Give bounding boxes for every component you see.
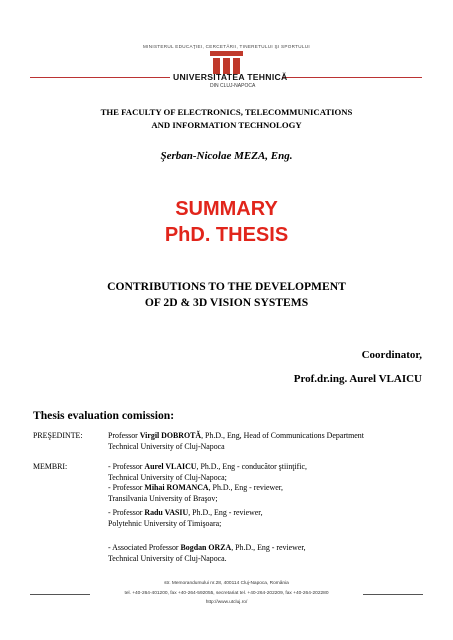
coordinator-name: Prof.dr.ing. Aurel VLAICU <box>293 373 422 385</box>
member-entry: - Professor Aurel VLAICU, Ph.D., Eng - conducător ştiinţific, Technical University of Cluj-Napoca; - Professor Mihai ROMANCA, Ph.D., Eng - reviewer, Transilvania University of Braşov; <box>108 462 307 503</box>
phd-thesis-heading: PhD. THESIS <box>164 224 289 246</box>
ministry-name: MINISTERUL EDUCAŢIEI, CERCETĂRII, TINERETULUI ŞI SPORTULUI <box>143 44 310 49</box>
faculty-line-1: THE FACULTY OF ELECTRONICS, TELECOMMUNICATIONS <box>100 107 353 117</box>
footer-website[interactable]: http://www.utcluj.ro/ <box>205 600 248 605</box>
footer-contact: tel. +40-264-401200, fax +40-264-592055, secretariat tel. +40-264-202209, fax +40-264-202280 <box>124 591 329 596</box>
president-label: PREŞEDINTE: <box>33 431 83 440</box>
header-rule-right <box>282 77 422 78</box>
university-name: UNIVERSITATEA TEHNICĂ <box>173 72 288 82</box>
university-logo-icon <box>210 51 243 74</box>
footer-address: str. Memorandumului nr.28, 400114 Cluj-Napoca, România <box>164 581 289 586</box>
president-entry: Professor Virgil DOBROTĂ, Ph.D., Eng, Head of Communications Department Technical University of Cluj-Napoca <box>108 431 364 451</box>
author-name: Şerban-Nicolae MEZA, Eng. <box>160 150 293 162</box>
university-city: DIN CLUJ-NAPOCA <box>210 83 256 89</box>
member-name: Virgil DOBROTĂ <box>139 431 202 440</box>
thesis-title <box>0 279 453 310</box>
member-name: Aurel VLAICU <box>144 462 197 471</box>
coordinator-label: Coordinator, <box>361 349 422 361</box>
member-entry: - Professor Radu VASIU, Ph.D., Eng - reviewer, Polytehnic University of Timişoara; <box>108 508 263 528</box>
document-type <box>0 196 453 248</box>
member-name: Mihai ROMANCA <box>144 483 209 492</box>
thesis-title-line-1: CONTRIBUTIONS TO THE DEVELOPMENT <box>107 280 346 293</box>
member-entry: - Associated Professor Bogdan ORZA, Ph.D., Eng - reviewer, Technical University of Cluj-Napoca. <box>108 543 306 563</box>
commission-heading: Thesis evaluation comission: <box>33 409 175 422</box>
member-name: Radu VASIU <box>144 508 189 517</box>
member-name: Bogdan ORZA <box>180 543 232 552</box>
faculty-line-2: AND INFORMATION TECHNOLOGY <box>151 119 302 130</box>
thesis-title-line-2: OF 2D & 3D VISION SYSTEMS <box>144 295 309 309</box>
faculty-name <box>0 106 453 131</box>
summary-heading: SUMMARY <box>175 198 278 220</box>
members-label: MEMBRI: <box>33 462 68 471</box>
header-rule-left <box>30 77 170 78</box>
